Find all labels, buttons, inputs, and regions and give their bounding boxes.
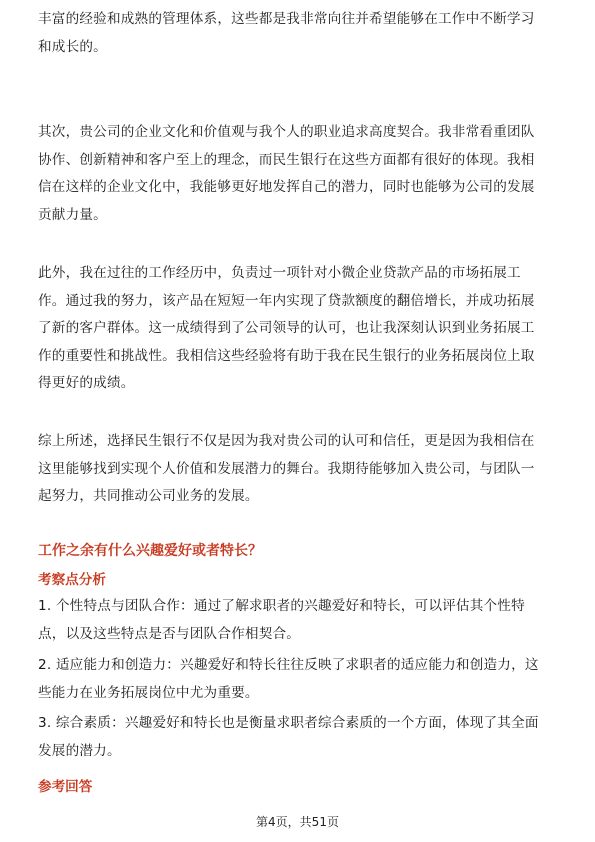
- text-line: 这里能够找到实现个人价值和发展潜力的舞台。我期待能够加入贵公司，与团队一: [38, 460, 535, 477]
- text-line: 发展的潜力。: [38, 742, 121, 759]
- paragraph-conclusion: [38, 428, 558, 511]
- text-line: 贡献力量。: [38, 206, 107, 223]
- text-line: 些能力在业务拓展岗位中尤为重要。: [38, 684, 259, 701]
- text-line: 2. 适应能力和创造力：兴趣爱好和特长往往反映了求职者的适应能力和创造力，这: [38, 657, 539, 673]
- text-line: 作的重要性和挑战性。我相信这些经验将有助于我在民生银行的业务拓展岗位上取: [38, 347, 535, 364]
- text-line: 信在这样的企业文化中，我能够更好地发挥自己的潜力，同时也能够为公司的发展: [38, 179, 535, 195]
- text-line: 丰富的经验和成熟的管理体系，这些都是我非常向往并希望能够在工作中不断学习: [38, 11, 535, 27]
- reference-answer-heading: 参考回答: [38, 779, 93, 795]
- text-line: 1. 个性特点与团队合作：通过了解求职者的兴趣爱好和特长，可以评估其个性特: [38, 598, 525, 614]
- paragraph-intro-continued: [38, 6, 558, 61]
- text-line: 起努力，共同推动公司业务的发展。: [38, 488, 259, 504]
- paragraph-experience: [38, 260, 558, 398]
- text-line: 协作、创新精神和客户至上的理念，而民生银行在这些方面都有很好的体现。我相: [38, 151, 535, 168]
- analysis-point-3: [38, 710, 558, 765]
- paragraph-culture: [38, 119, 558, 229]
- analysis-heading: 考察点分析: [38, 572, 106, 588]
- text-line: 此外，我在过往的工作经历中，负责过一项针对小微企业贷款产品的市场拓展工: [38, 265, 521, 281]
- text-line: 和成长的。: [38, 38, 107, 55]
- analysis-point-1: [38, 593, 558, 648]
- text-line: 综上所述，选择民生银行不仅是因为我对贵公司的认可和信任，更是因为我相信在: [38, 433, 535, 449]
- text-line: 其次，贵公司的企业文化和价值观与我个人的职业追求高度契合。我非常看重团队: [38, 124, 535, 140]
- text-line: 3. 综合素质：兴趣爱好和特长也是衡量求职者综合素质的一个方面，体现了其全面: [38, 715, 539, 731]
- question-heading: 工作之余有什么兴趣爱好或者特长？: [38, 543, 262, 559]
- text-line: 得更好的成绩。: [38, 375, 135, 391]
- text-line: 点，以及这些特点是否与团队合作相契合。: [38, 625, 301, 642]
- analysis-point-2: [38, 652, 558, 707]
- text-line: 作。通过我的努力，该产品在短短一年内实现了贷款额度的翻倍增长，并成功拓展: [38, 292, 535, 309]
- page-number: 第4页，共51页: [256, 815, 339, 829]
- text-line: 了新的客户群体。这一成绩得到了公司领导的认可，也让我深刻认识到业务拓展工: [38, 320, 535, 336]
